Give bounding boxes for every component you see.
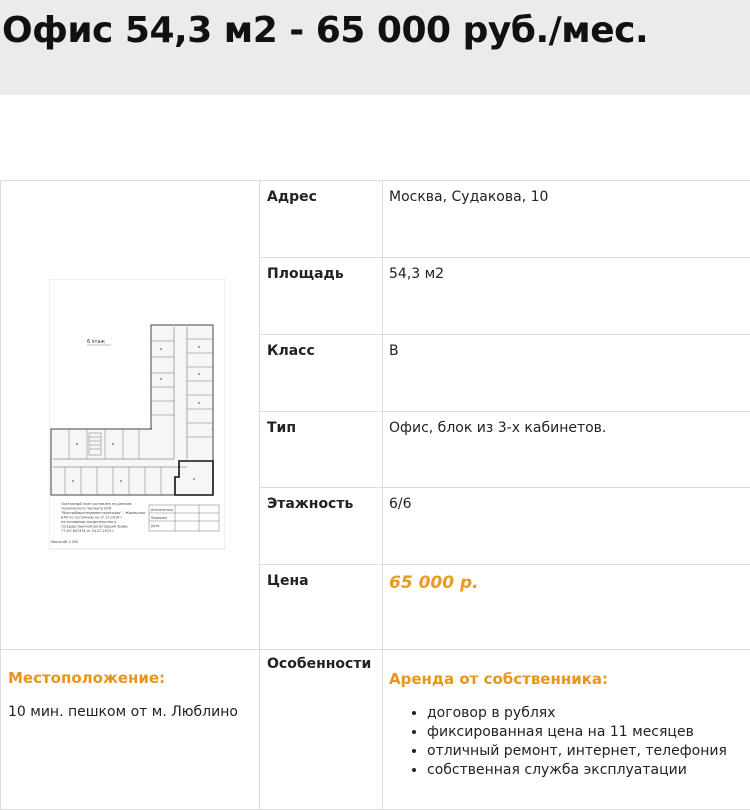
price-cell bbox=[383, 565, 750, 650]
area-label: Площадь bbox=[260, 258, 383, 335]
address-value: Москва, Судакова, 10 bbox=[383, 181, 750, 258]
stamp-row: Проверил bbox=[151, 516, 167, 520]
floor-plan-image[interactable] bbox=[49, 279, 225, 555]
plan-note-line: 77-АО 847474 от 24.07.2013 г. bbox=[61, 529, 115, 533]
property-table bbox=[0, 180, 750, 810]
class-value: В bbox=[383, 335, 750, 412]
price-value: 65 000 р. bbox=[389, 573, 479, 593]
stamp-row: Исполнитель bbox=[151, 508, 173, 512]
page-title: Офис 54,3 м2 - 65 000 руб./мес. bbox=[2, 10, 648, 51]
list-item: • отличный ремонт, интернет, телефония bbox=[427, 742, 750, 761]
location-heading: Местоположение: bbox=[8, 669, 259, 687]
floors-value: 6/6 bbox=[383, 488, 750, 565]
floor-label: 6 этаж bbox=[87, 339, 105, 345]
price-label: Цена bbox=[260, 565, 383, 650]
plan-note-line: государственной регистрации права bbox=[61, 525, 128, 529]
plan-note-line: БТИ по состоянию на 17.12.2014 г. bbox=[61, 516, 123, 520]
features-cell bbox=[383, 650, 750, 810]
features-list bbox=[389, 704, 750, 780]
title-bar bbox=[0, 0, 750, 95]
list-item: • договор в рублях bbox=[427, 704, 750, 723]
plan-note-line: на основании свидетельства о bbox=[61, 520, 116, 524]
stamp-row: Дата bbox=[151, 524, 159, 528]
type-value: Офис, блок из 3-х кабинетов. bbox=[383, 412, 750, 488]
features-heading: Аренда от собственника: bbox=[389, 670, 750, 688]
floor-plan-cell bbox=[1, 181, 260, 650]
location-cell bbox=[1, 650, 260, 810]
location-text: 10 мин. пешком от м. Люблино bbox=[8, 704, 259, 720]
plan-note-line: Поэтажный план составлен по данным bbox=[61, 502, 132, 506]
plan-note-line: технического паспорта БТИ bbox=[61, 507, 112, 511]
plan-note-line: "Мосгорбюротехинвентаризация" - Жилищная bbox=[61, 511, 145, 515]
floors-label: Этажность bbox=[260, 488, 383, 565]
class-label: Класс bbox=[260, 335, 383, 412]
address-label: Адрес bbox=[260, 181, 383, 258]
type-label: Тип bbox=[260, 412, 383, 488]
features-label: Особенности bbox=[260, 650, 383, 810]
list-item: • собственная служба эксплуатации bbox=[427, 761, 750, 780]
plan-scale: Масштаб 1:200 bbox=[51, 540, 78, 544]
list-item: • фиксированная цена на 11 месяцев bbox=[427, 723, 750, 742]
area-value: 54,3 м2 bbox=[383, 258, 750, 335]
